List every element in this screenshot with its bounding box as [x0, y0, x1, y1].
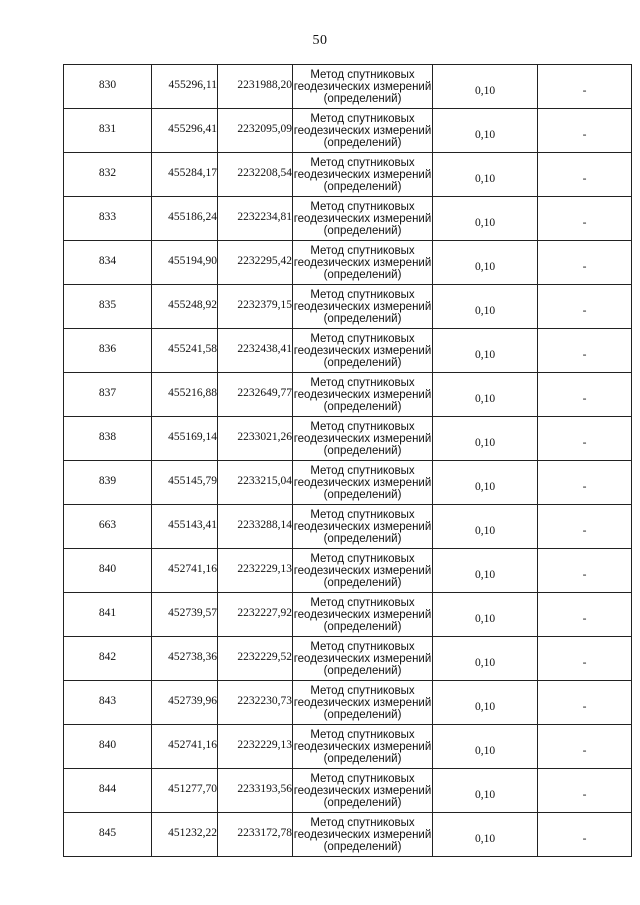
method-line-3: (определений) — [323, 224, 402, 237]
accuracy-cell — [433, 285, 538, 329]
y-coordinate: 2232229,13 — [237, 562, 292, 575]
method-line-2: геодезических измерений — [293, 476, 432, 489]
y-coordinate-cell — [218, 285, 293, 329]
method-line-2: геодезических измерений — [293, 124, 432, 137]
method-line-3: (определений) — [323, 708, 402, 721]
table-row — [64, 109, 632, 153]
method-line-3: (определений) — [323, 92, 402, 105]
y-coordinate: 2232229,52 — [237, 650, 292, 663]
method-line-1: Метод спутниковых — [310, 684, 415, 697]
accuracy-cell — [433, 241, 538, 285]
y-coordinate-cell — [218, 153, 293, 197]
coordinates-table-body — [64, 65, 632, 857]
point-number: 831 — [98, 122, 117, 135]
note-value: - — [582, 436, 587, 449]
point-number-cell — [64, 813, 152, 857]
note-value: - — [582, 744, 587, 757]
method-line-2: геодезических измерений — [293, 608, 432, 621]
note-value: - — [582, 128, 587, 141]
table-row — [64, 373, 632, 417]
accuracy-cell — [433, 153, 538, 197]
x-coordinate: 452741,16 — [168, 738, 217, 751]
point-number-cell — [64, 65, 152, 109]
point-number: 845 — [98, 826, 117, 839]
y-coordinate-cell — [218, 65, 293, 109]
table-row — [64, 65, 632, 109]
note-cell — [538, 505, 632, 549]
y-coordinate: 2232095,09 — [237, 122, 292, 135]
method-cell — [293, 417, 433, 461]
table-row — [64, 769, 632, 813]
point-number: 832 — [98, 166, 117, 179]
x-coordinate-cell — [152, 461, 218, 505]
method-line-2: геодезических измерений — [293, 212, 432, 225]
y-coordinate: 2231988,20 — [237, 78, 292, 91]
accuracy-cell — [433, 549, 538, 593]
accuracy-cell — [433, 505, 538, 549]
accuracy-value: 0,10 — [474, 832, 496, 845]
method-cell — [293, 197, 433, 241]
method-line-2: геодезических измерений — [293, 740, 432, 753]
note-cell — [538, 813, 632, 857]
accuracy-value: 0,10 — [474, 260, 496, 273]
y-coordinate-cell — [218, 505, 293, 549]
accuracy-value: 0,10 — [474, 304, 496, 317]
point-number: 841 — [98, 606, 117, 619]
point-number: 837 — [98, 386, 117, 399]
x-coordinate-cell — [152, 505, 218, 549]
method-line-1: Метод спутниковых — [310, 156, 415, 169]
note-cell — [538, 373, 632, 417]
method-line-3: (определений) — [323, 576, 402, 589]
note-value: - — [582, 304, 587, 317]
accuracy-cell — [433, 813, 538, 857]
point-number-cell — [64, 417, 152, 461]
y-coordinate: 2232438,41 — [237, 342, 292, 355]
accuracy-value: 0,10 — [474, 788, 496, 801]
x-coordinate: 455145,79 — [168, 474, 217, 487]
accuracy-value: 0,10 — [474, 84, 496, 97]
x-coordinate-cell — [152, 769, 218, 813]
y-coordinate: 2232295,42 — [237, 254, 292, 267]
method-line-3: (определений) — [323, 136, 402, 149]
accuracy-cell — [433, 109, 538, 153]
y-coordinate-cell — [218, 593, 293, 637]
accuracy-cell — [433, 65, 538, 109]
table-row — [64, 285, 632, 329]
note-cell — [538, 725, 632, 769]
method-cell — [293, 725, 433, 769]
method-line-2: геодезических измерений — [293, 168, 432, 181]
point-number-cell — [64, 373, 152, 417]
method-line-1: Метод спутниковых — [310, 816, 415, 829]
x-coordinate-cell — [152, 549, 218, 593]
point-number: 844 — [98, 782, 117, 795]
note-value: - — [582, 480, 587, 493]
y-coordinate-cell — [218, 109, 293, 153]
point-number-cell — [64, 109, 152, 153]
note-value: - — [582, 392, 587, 405]
method-line-1: Метод спутниковых — [310, 640, 415, 653]
method-cell — [293, 65, 433, 109]
x-coordinate-cell — [152, 65, 218, 109]
method-line-1: Метод спутниковых — [310, 244, 415, 257]
table-row — [64, 637, 632, 681]
accuracy-value: 0,10 — [474, 172, 496, 185]
x-coordinate-cell — [152, 241, 218, 285]
table-row — [64, 329, 632, 373]
point-number-cell — [64, 681, 152, 725]
note-cell — [538, 197, 632, 241]
accuracy-cell — [433, 329, 538, 373]
point-number-cell — [64, 153, 152, 197]
note-cell — [538, 681, 632, 725]
note-value: - — [582, 700, 587, 713]
y-coordinate-cell — [218, 197, 293, 241]
method-cell — [293, 153, 433, 197]
note-cell — [538, 109, 632, 153]
method-line-3: (определений) — [323, 532, 402, 545]
x-coordinate: 455186,24 — [168, 210, 217, 223]
y-coordinate-cell — [218, 241, 293, 285]
accuracy-value: 0,10 — [474, 612, 496, 625]
y-coordinate-cell — [218, 681, 293, 725]
point-number: 830 — [98, 78, 117, 91]
table-row — [64, 417, 632, 461]
method-line-1: Метод спутниковых — [310, 68, 415, 81]
y-coordinate: 2232227,92 — [237, 606, 292, 619]
y-coordinate: 2233021,26 — [237, 430, 292, 443]
point-number: 833 — [98, 210, 117, 223]
x-coordinate: 451277,70 — [168, 782, 217, 795]
y-coordinate: 2232379,15 — [237, 298, 292, 311]
method-line-3: (определений) — [323, 180, 402, 193]
accuracy-cell — [433, 637, 538, 681]
method-line-2: геодезических измерений — [293, 300, 432, 313]
method-line-3: (определений) — [323, 356, 402, 369]
note-cell — [538, 637, 632, 681]
point-number-cell — [64, 197, 152, 241]
note-cell — [538, 329, 632, 373]
page-number: 50 — [312, 33, 328, 48]
method-line-1: Метод спутниковых — [310, 112, 415, 125]
note-cell — [538, 285, 632, 329]
point-number-cell — [64, 593, 152, 637]
point-number: 839 — [98, 474, 117, 487]
x-coordinate-cell — [152, 197, 218, 241]
y-coordinate: 2233172,78 — [237, 826, 292, 839]
y-coordinate-cell — [218, 725, 293, 769]
x-coordinate-cell — [152, 153, 218, 197]
y-coordinate-cell — [218, 417, 293, 461]
accuracy-cell — [433, 417, 538, 461]
y-coordinate: 2232230,73 — [237, 694, 292, 707]
note-cell — [538, 153, 632, 197]
accuracy-value: 0,10 — [474, 216, 496, 229]
method-cell — [293, 813, 433, 857]
method-line-3: (определений) — [323, 796, 402, 809]
x-coordinate-cell — [152, 109, 218, 153]
method-line-2: геодезических измерений — [293, 784, 432, 797]
method-line-2: геодезических измерений — [293, 344, 432, 357]
x-coordinate: 452739,96 — [168, 694, 217, 707]
note-cell — [538, 769, 632, 813]
method-cell — [293, 593, 433, 637]
point-number-cell — [64, 549, 152, 593]
y-coordinate: 2233193,56 — [237, 782, 292, 795]
x-coordinate-cell — [152, 373, 218, 417]
note-value: - — [582, 612, 587, 625]
accuracy-value: 0,10 — [474, 656, 496, 669]
note-cell — [538, 593, 632, 637]
method-line-2: геодезических измерений — [293, 80, 432, 93]
note-value: - — [582, 568, 587, 581]
accuracy-value: 0,10 — [474, 700, 496, 713]
point-number: 843 — [98, 694, 117, 707]
method-line-3: (определений) — [323, 664, 402, 677]
x-coordinate-cell — [152, 813, 218, 857]
x-coordinate-cell — [152, 417, 218, 461]
x-coordinate: 455194,90 — [168, 254, 217, 267]
x-coordinate-cell — [152, 285, 218, 329]
method-line-1: Метод спутниковых — [310, 596, 415, 609]
method-line-2: геодезических измерений — [293, 652, 432, 665]
point-number-cell — [64, 241, 152, 285]
accuracy-value: 0,10 — [474, 348, 496, 361]
accuracy-cell — [433, 197, 538, 241]
method-line-2: геодезических измерений — [293, 388, 432, 401]
table-row — [64, 241, 632, 285]
accuracy-cell — [433, 725, 538, 769]
table-row — [64, 197, 632, 241]
accuracy-cell — [433, 769, 538, 813]
point-number-cell — [64, 285, 152, 329]
method-line-1: Метод спутниковых — [310, 332, 415, 345]
y-coordinate-cell — [218, 373, 293, 417]
y-coordinate: 2232649,77 — [237, 386, 292, 399]
accuracy-cell — [433, 373, 538, 417]
y-coordinate: 2233215,04 — [237, 474, 292, 487]
x-coordinate: 452738,36 — [168, 650, 217, 663]
y-coordinate: 2233288,14 — [237, 518, 292, 531]
x-coordinate: 455241,58 — [168, 342, 217, 355]
table-row — [64, 725, 632, 769]
table-row — [64, 681, 632, 725]
point-number-cell — [64, 461, 152, 505]
accuracy-value: 0,10 — [474, 568, 496, 581]
note-cell — [538, 461, 632, 505]
method-line-3: (определений) — [323, 620, 402, 633]
accuracy-value: 0,10 — [474, 480, 496, 493]
note-value: - — [582, 216, 587, 229]
method-cell — [293, 505, 433, 549]
method-cell — [293, 461, 433, 505]
table-row — [64, 153, 632, 197]
method-line-1: Метод спутниковых — [310, 728, 415, 741]
method-cell — [293, 109, 433, 153]
table-row — [64, 593, 632, 637]
method-cell — [293, 241, 433, 285]
note-value: - — [582, 260, 587, 273]
x-coordinate: 452741,16 — [168, 562, 217, 575]
y-coordinate-cell — [218, 461, 293, 505]
method-line-2: геодезических измерений — [293, 520, 432, 533]
x-coordinate-cell — [152, 637, 218, 681]
point-number: 838 — [98, 430, 117, 443]
x-coordinate: 455143,41 — [168, 518, 217, 531]
point-number-cell — [64, 725, 152, 769]
note-cell — [538, 549, 632, 593]
method-line-1: Метод спутниковых — [310, 376, 415, 389]
y-coordinate: 2232229,13 — [237, 738, 292, 751]
note-value: - — [582, 788, 587, 801]
method-line-1: Метод спутниковых — [310, 288, 415, 301]
point-number-cell — [64, 637, 152, 681]
note-cell — [538, 65, 632, 109]
point-number-cell — [64, 505, 152, 549]
method-line-1: Метод спутниковых — [310, 200, 415, 213]
method-line-3: (определений) — [323, 312, 402, 325]
accuracy-cell — [433, 681, 538, 725]
method-cell — [293, 681, 433, 725]
method-line-3: (определений) — [323, 444, 402, 457]
x-coordinate-cell — [152, 725, 218, 769]
note-value: - — [582, 832, 587, 845]
x-coordinate: 455296,41 — [168, 122, 217, 135]
y-coordinate-cell — [218, 549, 293, 593]
accuracy-value: 0,10 — [474, 392, 496, 405]
accuracy-value: 0,10 — [474, 524, 496, 537]
note-cell — [538, 417, 632, 461]
y-coordinate-cell — [218, 329, 293, 373]
table-row — [64, 813, 632, 857]
accuracy-cell — [433, 461, 538, 505]
method-line-2: геодезических измерений — [293, 564, 432, 577]
accuracy-value: 0,10 — [474, 436, 496, 449]
point-number: 840 — [98, 562, 117, 575]
x-coordinate-cell — [152, 329, 218, 373]
method-line-1: Метод спутниковых — [310, 420, 415, 433]
x-coordinate: 451232,22 — [168, 826, 217, 839]
x-coordinate: 452739,57 — [168, 606, 217, 619]
y-coordinate-cell — [218, 769, 293, 813]
point-number: 836 — [98, 342, 117, 355]
point-number-cell — [64, 329, 152, 373]
method-line-3: (определений) — [323, 752, 402, 765]
method-cell — [293, 329, 433, 373]
x-coordinate: 455169,14 — [168, 430, 217, 443]
point-number: 835 — [98, 298, 117, 311]
method-line-3: (определений) — [323, 840, 402, 853]
x-coordinate: 455296,11 — [168, 78, 217, 91]
method-cell — [293, 549, 433, 593]
x-coordinate: 455248,92 — [168, 298, 217, 311]
y-coordinate: 2232208,54 — [237, 166, 292, 179]
x-coordinate-cell — [152, 681, 218, 725]
method-cell — [293, 373, 433, 417]
method-line-3: (определений) — [323, 488, 402, 501]
method-line-3: (определений) — [323, 400, 402, 413]
table-row — [64, 505, 632, 549]
y-coordinate: 2232234,81 — [237, 210, 292, 223]
point-number-cell — [64, 769, 152, 813]
method-line-2: геодезических измерений — [293, 256, 432, 269]
point-number: 663 — [98, 518, 117, 531]
note-value: - — [582, 524, 587, 537]
x-coordinate: 455284,17 — [168, 166, 217, 179]
method-cell — [293, 769, 433, 813]
note-value: - — [582, 656, 587, 669]
coordinates-table — [63, 64, 632, 857]
method-cell — [293, 637, 433, 681]
method-line-2: геодезических измерений — [293, 432, 432, 445]
y-coordinate-cell — [218, 637, 293, 681]
point-number: 834 — [98, 254, 117, 267]
method-line-1: Метод спутниковых — [310, 508, 415, 521]
accuracy-value: 0,10 — [474, 744, 496, 757]
method-line-1: Метод спутниковых — [310, 464, 415, 477]
accuracy-value: 0,10 — [474, 128, 496, 141]
note-value: - — [582, 84, 587, 97]
x-coordinate: 455216,88 — [168, 386, 217, 399]
method-line-2: геодезических измерений — [293, 696, 432, 709]
y-coordinate-cell — [218, 813, 293, 857]
note-value: - — [582, 348, 587, 361]
x-coordinate-cell — [152, 593, 218, 637]
accuracy-cell — [433, 593, 538, 637]
method-cell — [293, 285, 433, 329]
method-line-1: Метод спутниковых — [310, 552, 415, 565]
method-line-3: (определений) — [323, 268, 402, 281]
point-number: 840 — [98, 738, 117, 751]
table-row — [64, 461, 632, 505]
note-value: - — [582, 172, 587, 185]
note-cell — [538, 241, 632, 285]
table-row — [64, 549, 632, 593]
point-number: 842 — [98, 650, 117, 663]
method-line-1: Метод спутниковых — [310, 772, 415, 785]
method-line-2: геодезических измерений — [293, 828, 432, 841]
